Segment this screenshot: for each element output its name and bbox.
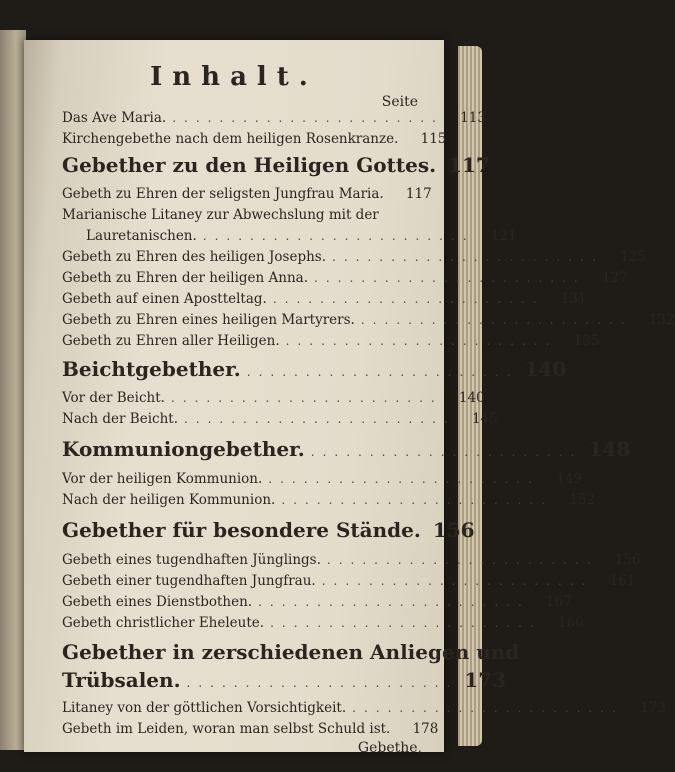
toc-entry: Gebeth zu Ehren der seligsten Jungfrau Maria. 117 — [62, 186, 432, 202]
toc-entry: Gebeth zu Ehren aller Heiligen. ....................... 135 — [62, 333, 600, 349]
toc-section-continuation: Trübsalen. ....................... 173 — [62, 668, 507, 692]
toc-entry: Gebeth einer tugendhaften Jungfrau. ....................... 161 — [62, 573, 636, 589]
toc-section: Gebether zu den Heiligen Gottes. 117 — [62, 153, 490, 177]
toc-section: Kommuniongebether. ....................... 148 — [62, 437, 631, 461]
toc-section: Gebether in zerschiedenen Anliegen und — [62, 640, 520, 664]
toc-entry: Nach der Beicht. ....................... 145 — [62, 411, 498, 427]
toc-entry: Gebeth auf einen Apostteltag. ....................... 131 — [62, 291, 587, 307]
toc-entry: Kirchengebethe nach dem heiligen Rosenkranze. 115 — [62, 131, 447, 147]
book-page — [24, 40, 675, 756]
toc-entry: Litaney von der göttlichen Vorsichtigkeit. ....................... 173 — [62, 700, 666, 716]
toc-entry: Gebeth christlicher Eheleute. ....................... 160 — [62, 615, 584, 631]
toc-section: Beichtgebether. ....................... 140 — [62, 357, 567, 381]
toc-entry: Das Ave Maria. ....................... 113 — [62, 110, 486, 126]
page-column-label: Seite — [381, 94, 418, 110]
toc-entry: Vor der Beicht. ....................... 140 — [62, 390, 485, 406]
toc-entry-continuation: Lauretanischen. ....................... 121 — [86, 228, 517, 244]
toc-entry: Gebeth im Leiden, woran man selbst Schuld ist. 178 — [62, 721, 439, 737]
toc-entry: Gebeth zu Ehren eines heiligen Martyrers. ....................... 132 — [62, 312, 675, 328]
toc-entry: Gebeth eines Dienstbothen. ....................... 167 — [62, 594, 572, 610]
toc-entry: Gebeth zu Ehren des heiligen Josephs. ....................... 125 — [62, 249, 646, 265]
toc-entry: Marianische Litaney zur Abwechslung mit der — [62, 207, 379, 223]
facing-page-edge — [0, 30, 26, 750]
toc-entry: Gebeth eines tugendhaften Jünglings. ....................... 156 — [62, 552, 641, 568]
catchword: Gebethe, — [357, 740, 422, 756]
page-title: Inhalt. — [150, 62, 318, 92]
toc-entry: Gebeth zu Ehren der heiligen Anna. ....................... 127 — [62, 270, 628, 286]
toc-section: Gebether für besondere Stände. 156 — [62, 518, 475, 542]
toc-entry: Nach der heiligen Kommunion. ....................... 152 — [62, 492, 596, 508]
toc-entry: Vor der heiligen Kommunion. ....................... 149 — [62, 471, 583, 487]
